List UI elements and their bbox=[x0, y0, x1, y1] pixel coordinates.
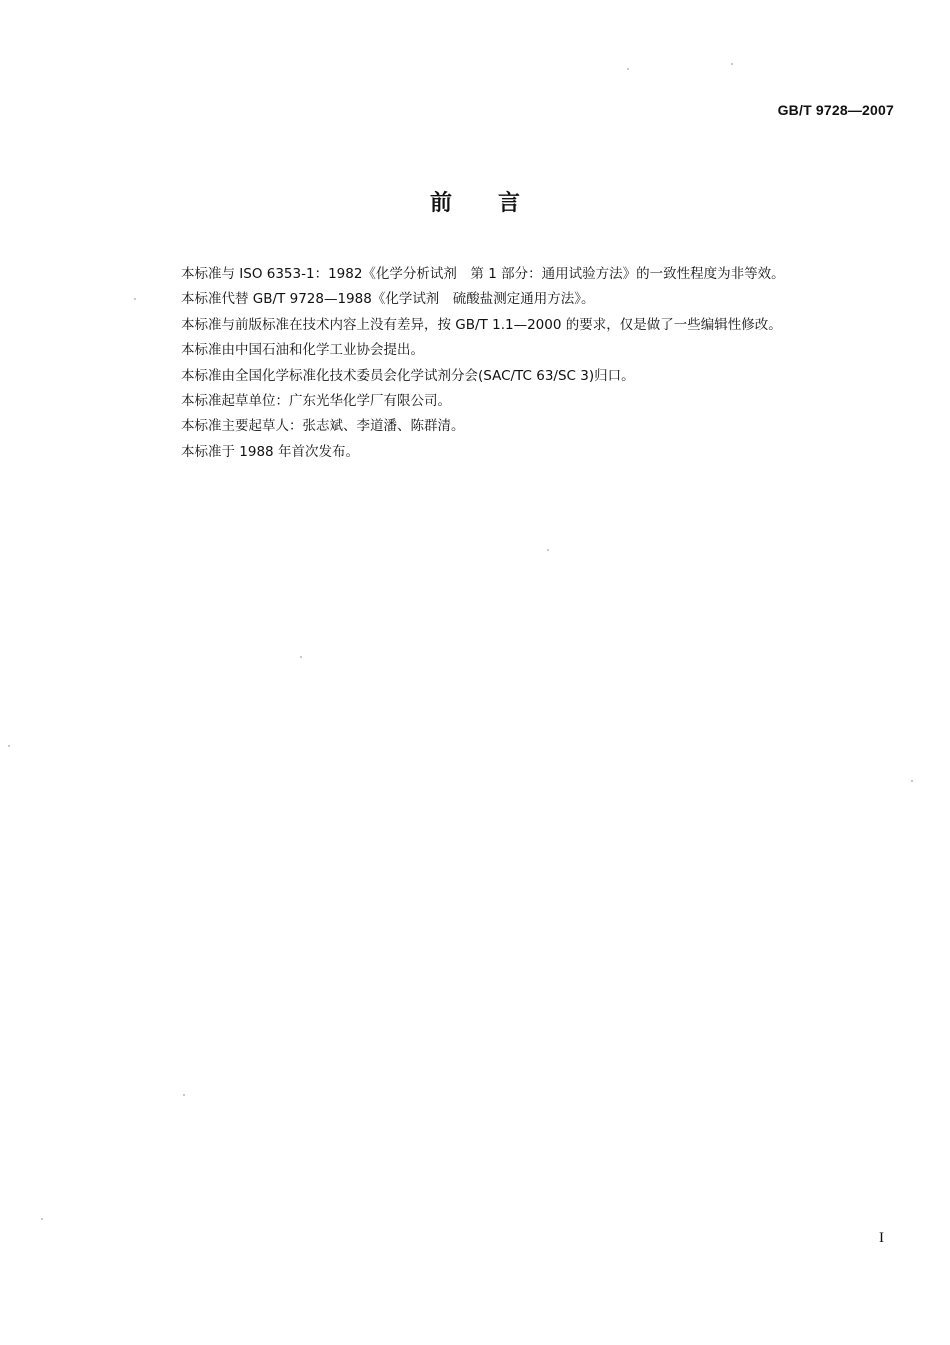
paragraph-first-issue: 本标准于 1988 年首次发布。 bbox=[181, 443, 359, 460]
scan-speck bbox=[183, 1094, 185, 1096]
paragraph-iso-equivalence: 本标准与 ISO 6353-1：1982《化学分析试剂 第 1 部分：通用试验方法》的一致性程度为非等效。 bbox=[181, 266, 785, 282]
paragraph-proposed-by: 本标准由中国石油和化学工业协会提出。 bbox=[181, 342, 424, 359]
scan-speck bbox=[731, 63, 733, 65]
scan-speck bbox=[300, 656, 302, 658]
scan-speck bbox=[547, 549, 549, 551]
scan-speck bbox=[911, 780, 913, 782]
paragraph-drafting-unit: 本标准起草单位：广东光华化学厂有限公司。 bbox=[181, 393, 451, 410]
page-number: I bbox=[879, 1230, 884, 1246]
paragraph-replaces: 本标准代替 GB/T 9728—1988《化学试剂 硫酸盐测定通用方法》。 bbox=[181, 291, 595, 308]
paragraph-committee: 本标准由全国化学标准化技术委员会化学试剂分会(SAC/TC 63/SC 3)归口。 bbox=[181, 367, 635, 384]
scan-speck bbox=[8, 745, 10, 747]
paragraph-drafters: 本标准主要起草人：张志斌、李道潘、陈群清。 bbox=[181, 418, 465, 435]
page-title: 前言 bbox=[429, 191, 566, 216]
standard-code: GB/T 9728—2007 bbox=[777, 102, 894, 118]
scan-speck bbox=[627, 68, 629, 70]
scan-speck bbox=[41, 1218, 43, 1220]
paragraph-changes: 本标准与前版标准在技术内容上没有差异，按 GB/T 1.1—2000 的要求，仅是做了一些编辑性修改。 bbox=[181, 316, 782, 333]
preface-body bbox=[153, 262, 895, 465]
scan-speck bbox=[134, 298, 136, 300]
